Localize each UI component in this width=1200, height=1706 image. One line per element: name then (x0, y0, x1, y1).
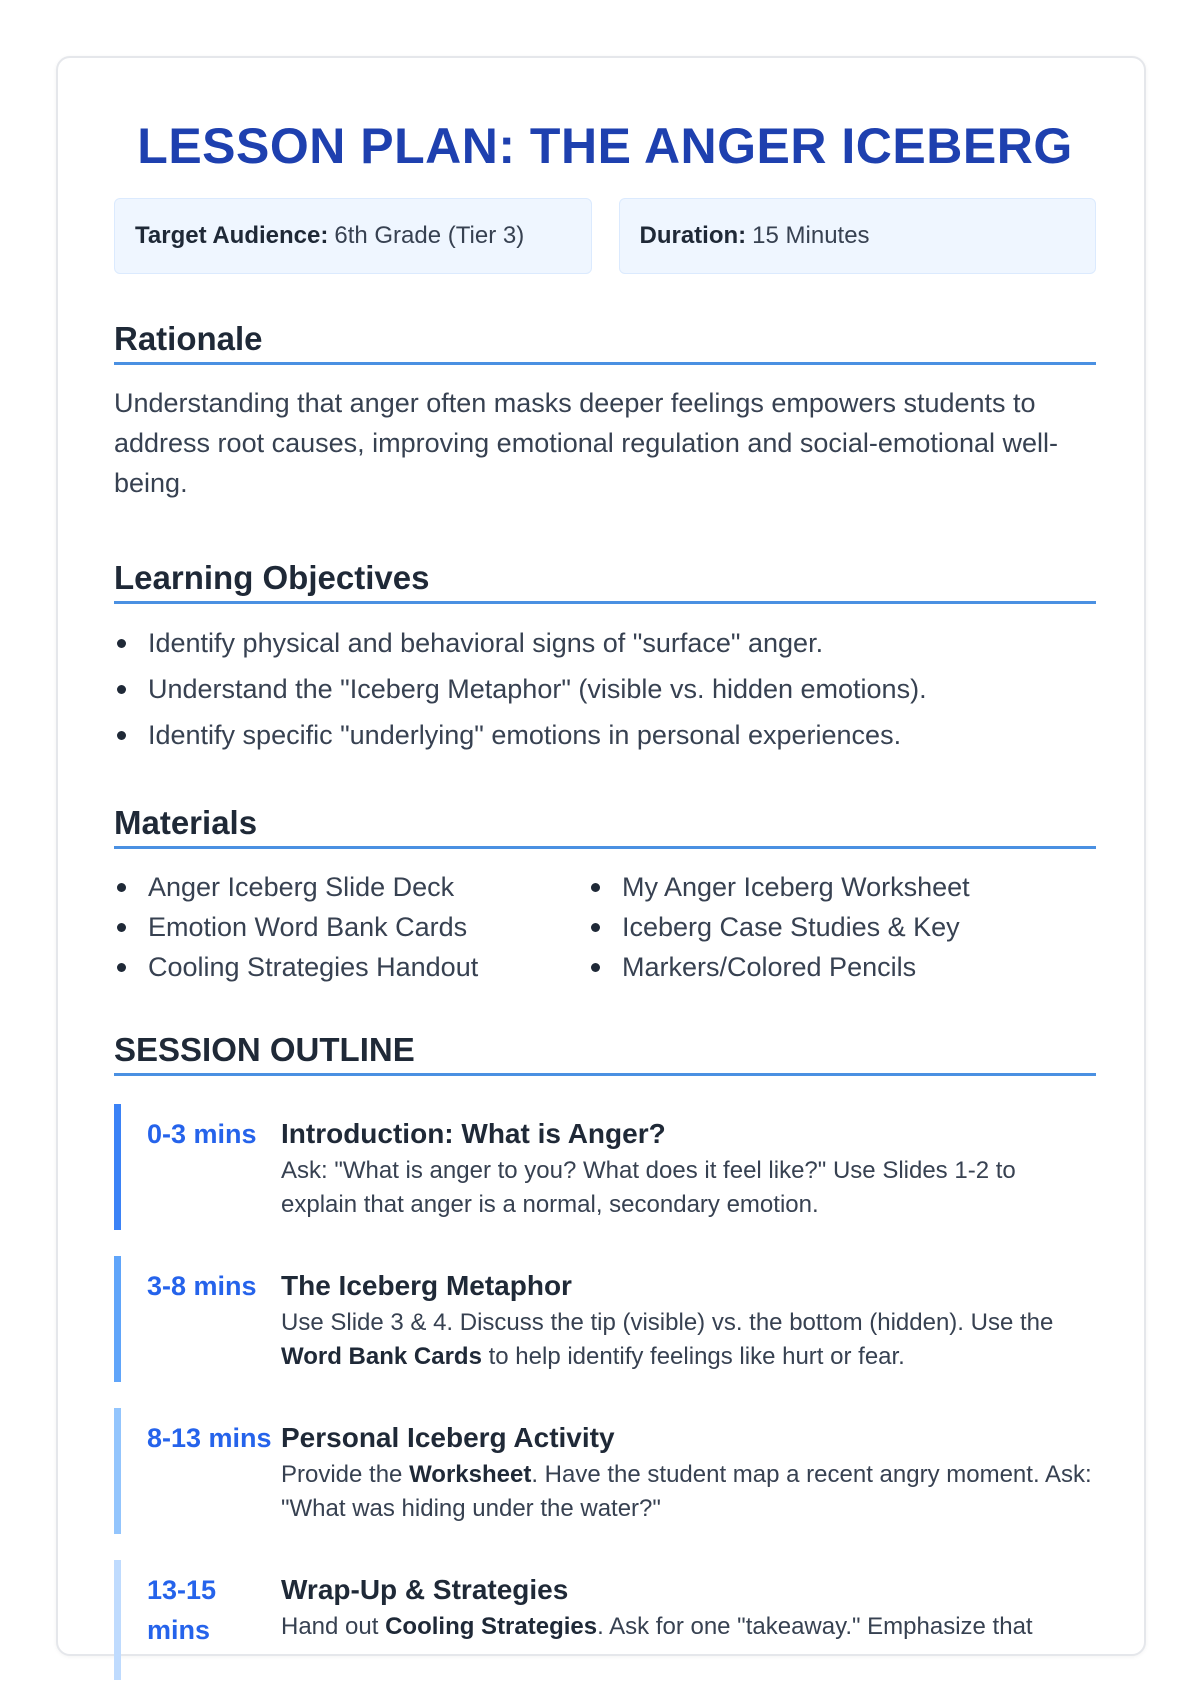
step-description (281, 1154, 1096, 1222)
list-item: Emotion Word Bank Cards (114, 907, 588, 947)
outline-step (114, 1408, 1096, 1534)
list-item: Identify specific "underlying" emotions in personal experiences. (114, 712, 1096, 758)
step-desc-text: Use Slide 3 & 4. Discuss the tip (visible) vs. the bottom (hidden). Use the (281, 1309, 1054, 1336)
step-desc-text: Provide the (281, 1461, 410, 1488)
audience-label: Target Audience: (135, 222, 329, 249)
objectives-heading: Learning Objectives (114, 559, 1096, 604)
step-title: The Iceberg Metaphor (281, 1270, 572, 1301)
step-desc-bold: Word Bank Cards (281, 1343, 482, 1370)
outline-steps (114, 1104, 1096, 1680)
materials-heading: Materials (114, 804, 1096, 849)
duration-value: 15 Minutes (752, 222, 870, 249)
rationale-heading: Rationale (114, 320, 1096, 365)
step-title: Wrap-Up & Strategies (281, 1574, 569, 1605)
page-title: LESSON PLAN: THE ANGER ICEBERG (137, 118, 1073, 174)
objectives-section (114, 559, 1096, 758)
duration-label: Duration: (639, 222, 747, 249)
step-description (281, 1610, 1096, 1644)
objectives-list (114, 620, 1096, 758)
duration-box (619, 198, 1097, 274)
step-description (281, 1306, 1096, 1374)
card-content (114, 58, 1096, 1706)
step-desc-text: . Have the student map a recent angry moment. Ask: "What was hiding under the water?" (281, 1461, 1092, 1522)
audience-value: 6th Grade (Tier 3) (334, 222, 525, 249)
list-item: Markers/Colored Pencils (588, 947, 1062, 987)
materials-list-right (588, 867, 1062, 987)
list-item: Anger Iceberg Slide Deck (114, 867, 588, 907)
step-body (281, 1266, 1096, 1374)
step-desc-text: to help identify feelings like hurt or fear. (481, 1343, 905, 1370)
session-outline-section (114, 1031, 1096, 1680)
rationale-text: Understanding that anger often masks deeper feelings empowers students to address root causes, improving emotional regulation and social-emotional well-being. (114, 388, 1058, 498)
materials-list-left (114, 867, 588, 987)
list-item: Cooling Strategies Handout (114, 947, 588, 987)
list-item: Identify physical and behavioral signs of "surface" anger. (114, 620, 1096, 666)
meta-row (114, 198, 1096, 274)
outline-step (114, 1104, 1096, 1230)
step-body (281, 1418, 1096, 1526)
step-title: Personal Iceberg Activity (281, 1422, 615, 1453)
outline-heading: SESSION OUTLINE (114, 1031, 1096, 1076)
outline-step (114, 1560, 1096, 1680)
rationale-section (114, 320, 1096, 503)
step-desc-bold: Cooling Strategies (385, 1613, 598, 1640)
step-body (281, 1570, 1096, 1672)
step-description (281, 1458, 1096, 1526)
list-item: My Anger Iceberg Worksheet (588, 867, 1062, 907)
step-time: 3-8 mins (147, 1271, 257, 1301)
list-item: Understand the "Iceberg Metaphor" (visible vs. hidden emotions). (114, 666, 1096, 712)
step-body (281, 1114, 1096, 1222)
step-title: Introduction: What is Anger? (281, 1118, 666, 1149)
audience-box (114, 198, 592, 274)
step-time: 0-3 mins (147, 1119, 257, 1149)
step-desc-text: . Ask for one "takeaway." Emphasize that (597, 1613, 1033, 1640)
lesson-plan-card (56, 56, 1146, 1656)
step-desc-bold: Worksheet (409, 1461, 532, 1488)
materials-section (114, 804, 1096, 987)
outline-step (114, 1256, 1096, 1382)
list-item: Iceberg Case Studies & Key (588, 907, 1062, 947)
materials-grid (114, 867, 1096, 987)
step-desc-text: Hand out (281, 1613, 386, 1640)
step-desc-text: Ask: "What is anger to you? What does it feel like?" Use Slides 1-2 to explain that anger is a normal, secondary emotion. (281, 1157, 1016, 1218)
step-time: 8-13 mins (147, 1423, 272, 1453)
step-time: 13-15 mins (147, 1575, 217, 1645)
